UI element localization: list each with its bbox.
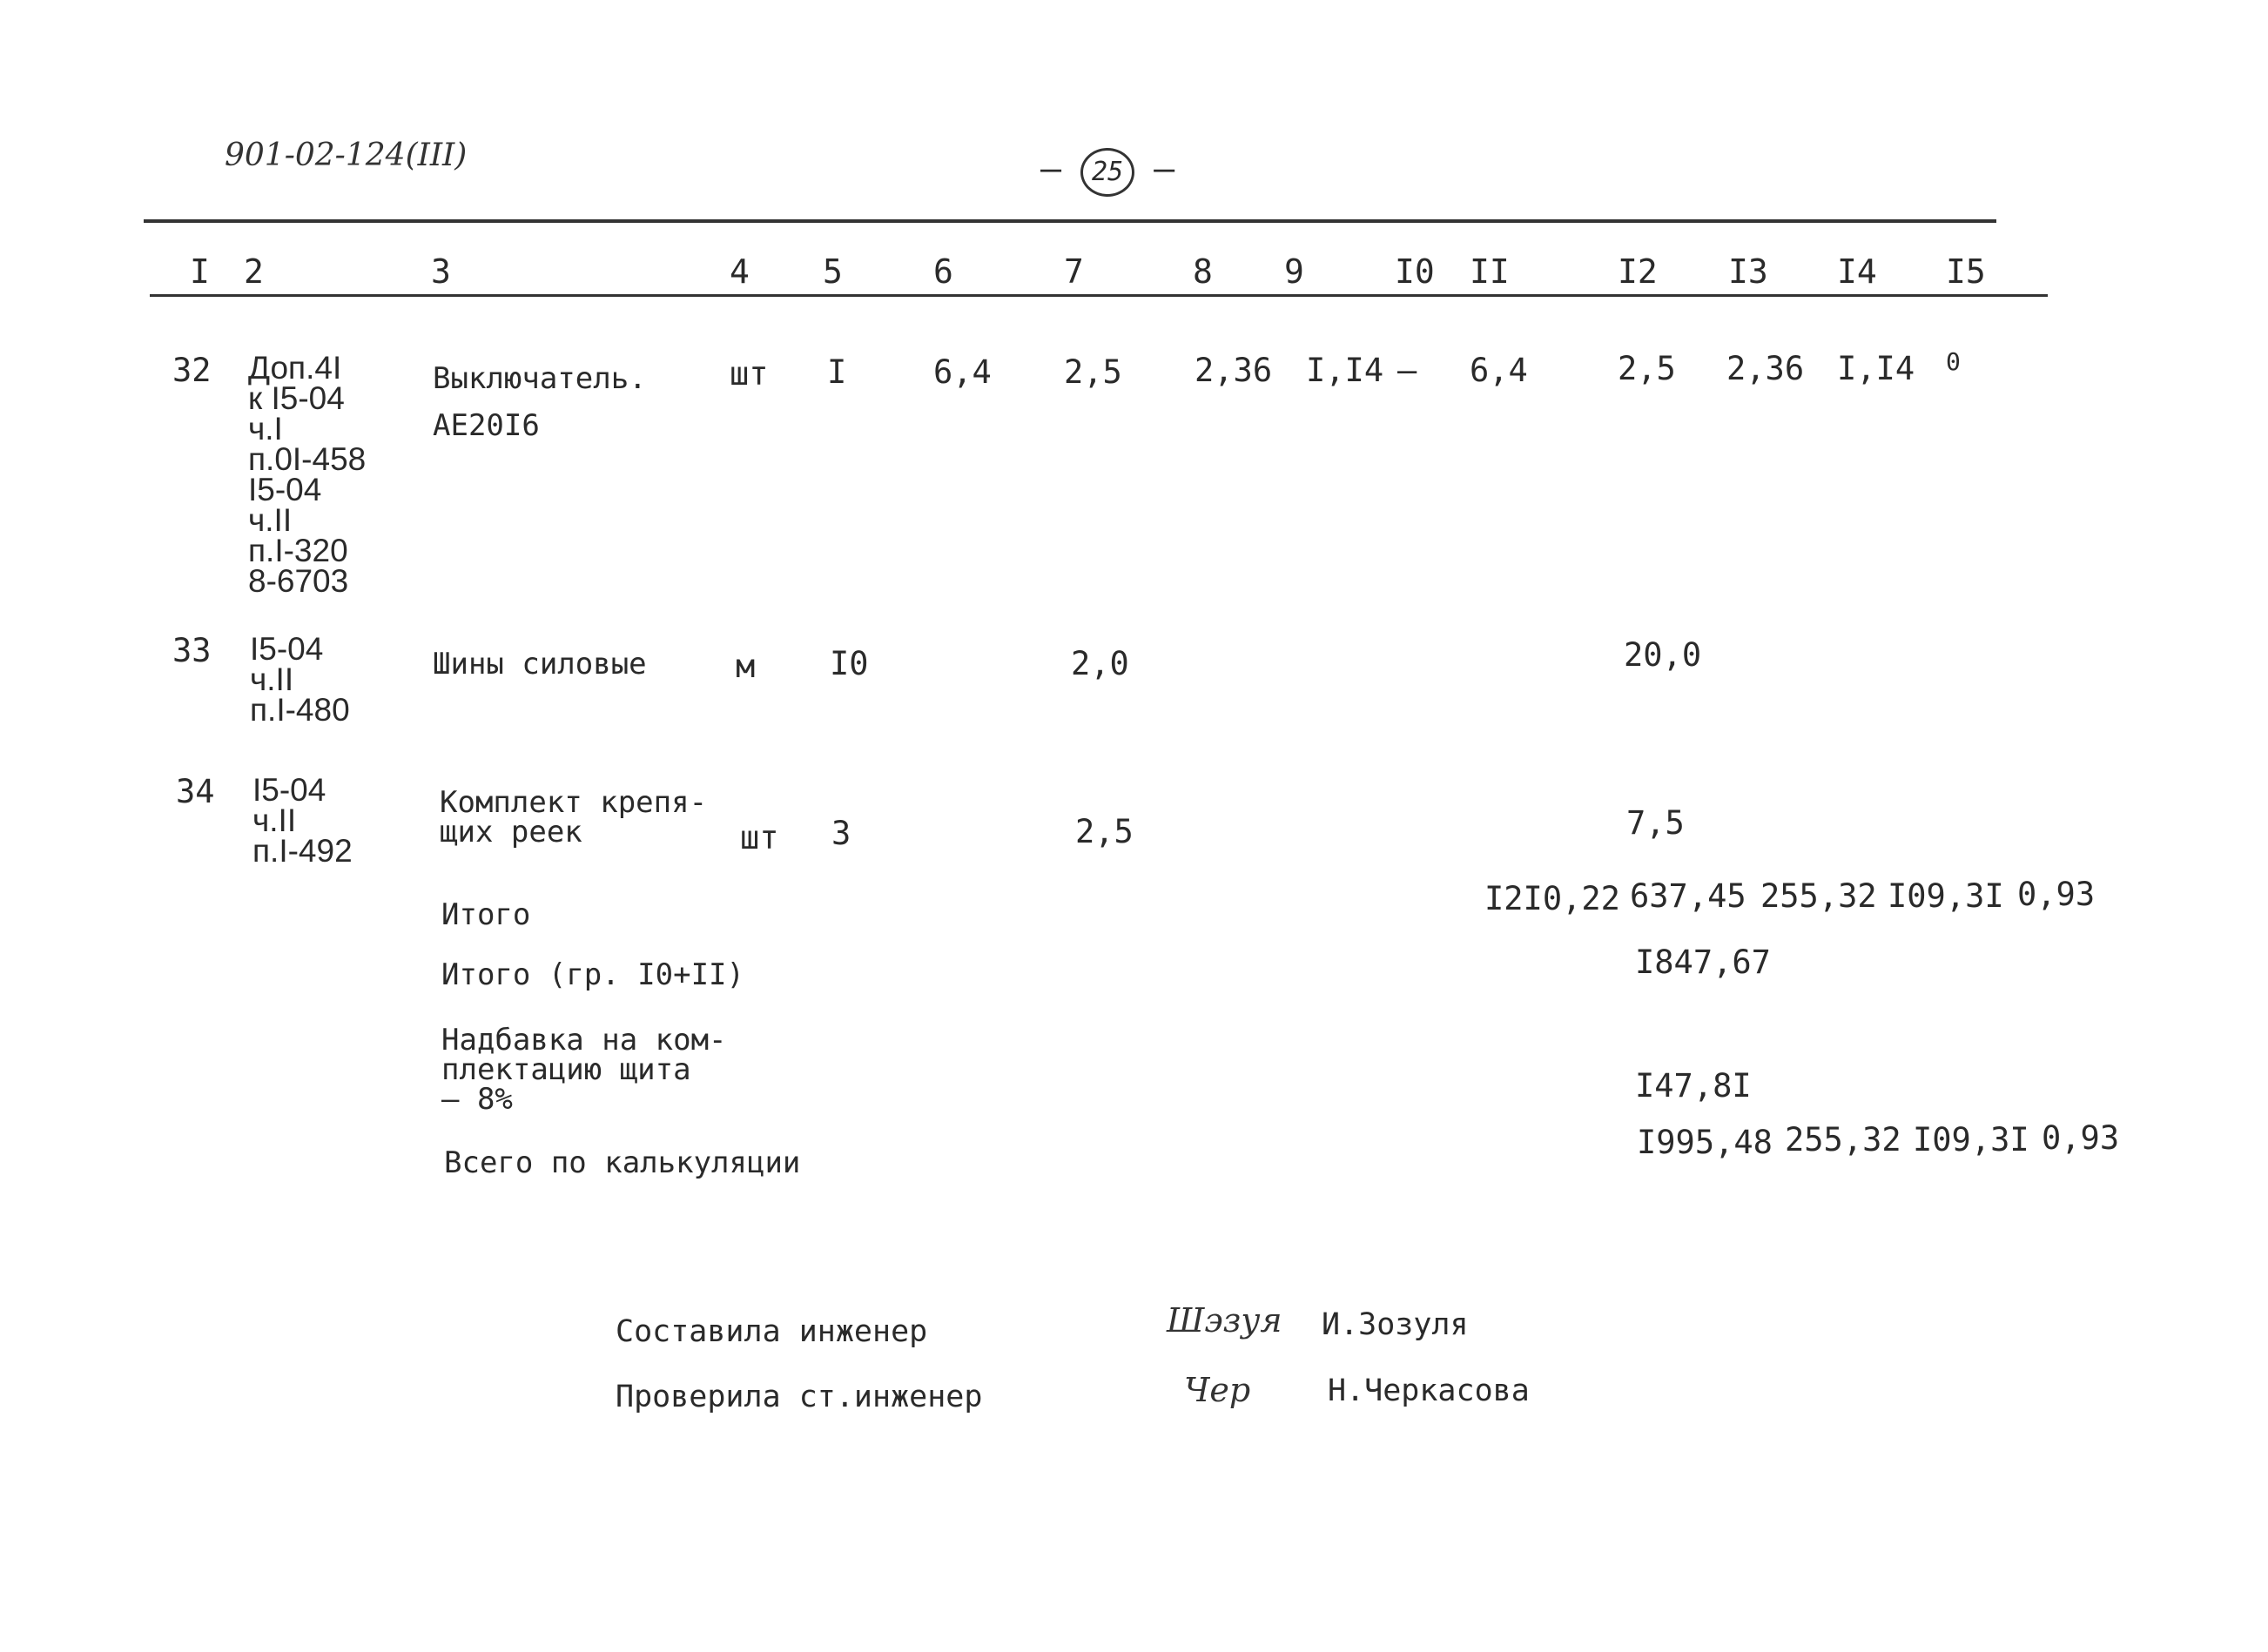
- unit: м: [736, 648, 756, 685]
- itogo-col12: 637,45: [1630, 877, 1746, 915]
- grand-total-col13: 255,32: [1785, 1121, 1901, 1158]
- col-header-2: 2: [244, 252, 264, 291]
- document-code: 901-02-124(III): [225, 138, 468, 173]
- col-header-12: I2: [1618, 252, 1658, 291]
- quantity: I: [827, 353, 847, 391]
- reference-code: I5-04 ч.II п.I-492: [252, 772, 353, 869]
- grand-total-label: Всего по калькуляции: [444, 1145, 801, 1180]
- col-header-1: I: [190, 252, 210, 291]
- surcharge-label: Надбавка на ком- плектацию щита – 8%: [441, 1023, 727, 1117]
- col-header-8: 8: [1193, 252, 1213, 291]
- itogo-col14: I09,3I: [1888, 877, 2004, 915]
- itogo-col11: I2I0,22: [1484, 880, 1620, 917]
- checked-by-label: Проверила ст.инженер: [616, 1380, 983, 1414]
- col7-value: 2,5: [1075, 813, 1134, 850]
- col-header-10: I0: [1395, 252, 1435, 291]
- item-name: Выключатель. АЕ20I6: [433, 361, 647, 443]
- reference-code: Доп.4I к I5-04 ч.I п.0I-458 I5-04 ч.II п.I-320 8-6703: [248, 350, 367, 599]
- unit: шт: [730, 355, 769, 393]
- grand-total-col12: I995,48: [1637, 1124, 1773, 1161]
- col-header-15: I5: [1946, 252, 1986, 291]
- col12-value: 2,5: [1618, 350, 1676, 387]
- col6-value: 6,4: [933, 353, 992, 391]
- col-header-14: I4: [1837, 252, 1877, 291]
- col13-value: 2,36: [1726, 350, 1805, 387]
- reference-code: I5-04 ч.II п.I-480: [250, 631, 350, 728]
- col10-value: –: [1397, 352, 1417, 389]
- item-name: Комплект крепя- щих реек: [440, 785, 708, 850]
- col11-value: 6,4: [1470, 352, 1528, 389]
- compiled-by-signature: Шэзуя: [1167, 1301, 1282, 1340]
- col-header-11: II: [1470, 252, 1510, 291]
- compiled-by-name: И.Зозуля: [1322, 1307, 1469, 1342]
- col15-value: 0: [1946, 347, 1961, 376]
- unit: шт: [740, 819, 779, 856]
- row-number: 33: [172, 632, 212, 669]
- checked-by-signature: Чер: [1184, 1371, 1251, 1409]
- grand-total-col14: I09,3I: [1913, 1121, 2029, 1158]
- col8-value: 2,36: [1195, 352, 1273, 389]
- col7-value: 2,0: [1071, 645, 1129, 682]
- col7-value: 2,5: [1064, 353, 1122, 391]
- col14-value: I,I4: [1837, 350, 1915, 387]
- row-number: 32: [172, 352, 212, 389]
- col-header-6: 6: [933, 252, 953, 291]
- surcharge-value: I47,8I: [1635, 1067, 1752, 1105]
- col-header-13: I3: [1728, 252, 1768, 291]
- col-header-9: 9: [1284, 252, 1304, 291]
- itogo-col13: 255,32: [1760, 877, 1877, 915]
- col9-value: I,I4: [1306, 352, 1384, 389]
- col12-value: 7,5: [1626, 804, 1685, 842]
- col-header-7: 7: [1064, 252, 1084, 291]
- top-rule: [144, 219, 1996, 223]
- itogo-col15: 0,93: [2017, 876, 2096, 913]
- compiled-by-label: Составила инженер: [616, 1314, 928, 1349]
- checked-by-name: Н.Черкасова: [1328, 1373, 1530, 1408]
- col-header-5: 5: [823, 252, 843, 291]
- col-header-3: 3: [431, 252, 451, 291]
- itogo-label: Итого: [441, 897, 531, 932]
- header-rule: [150, 294, 2048, 297]
- page-number: – 25 –: [1040, 148, 1174, 197]
- col-header-4: 4: [730, 252, 750, 291]
- col12-value: 20,0: [1624, 636, 1702, 674]
- grand-total-col15: 0,93: [2042, 1119, 2120, 1157]
- itogo-sum-label: Итого (гр. I0+II): [441, 957, 744, 992]
- quantity: I0: [830, 645, 869, 682]
- page-number-value: 25: [1080, 148, 1134, 197]
- row-number: 34: [176, 773, 215, 810]
- quantity: 3: [831, 815, 851, 852]
- itogo-sum-value: I847,67: [1635, 944, 1771, 981]
- item-name: Шины силовые: [433, 647, 647, 682]
